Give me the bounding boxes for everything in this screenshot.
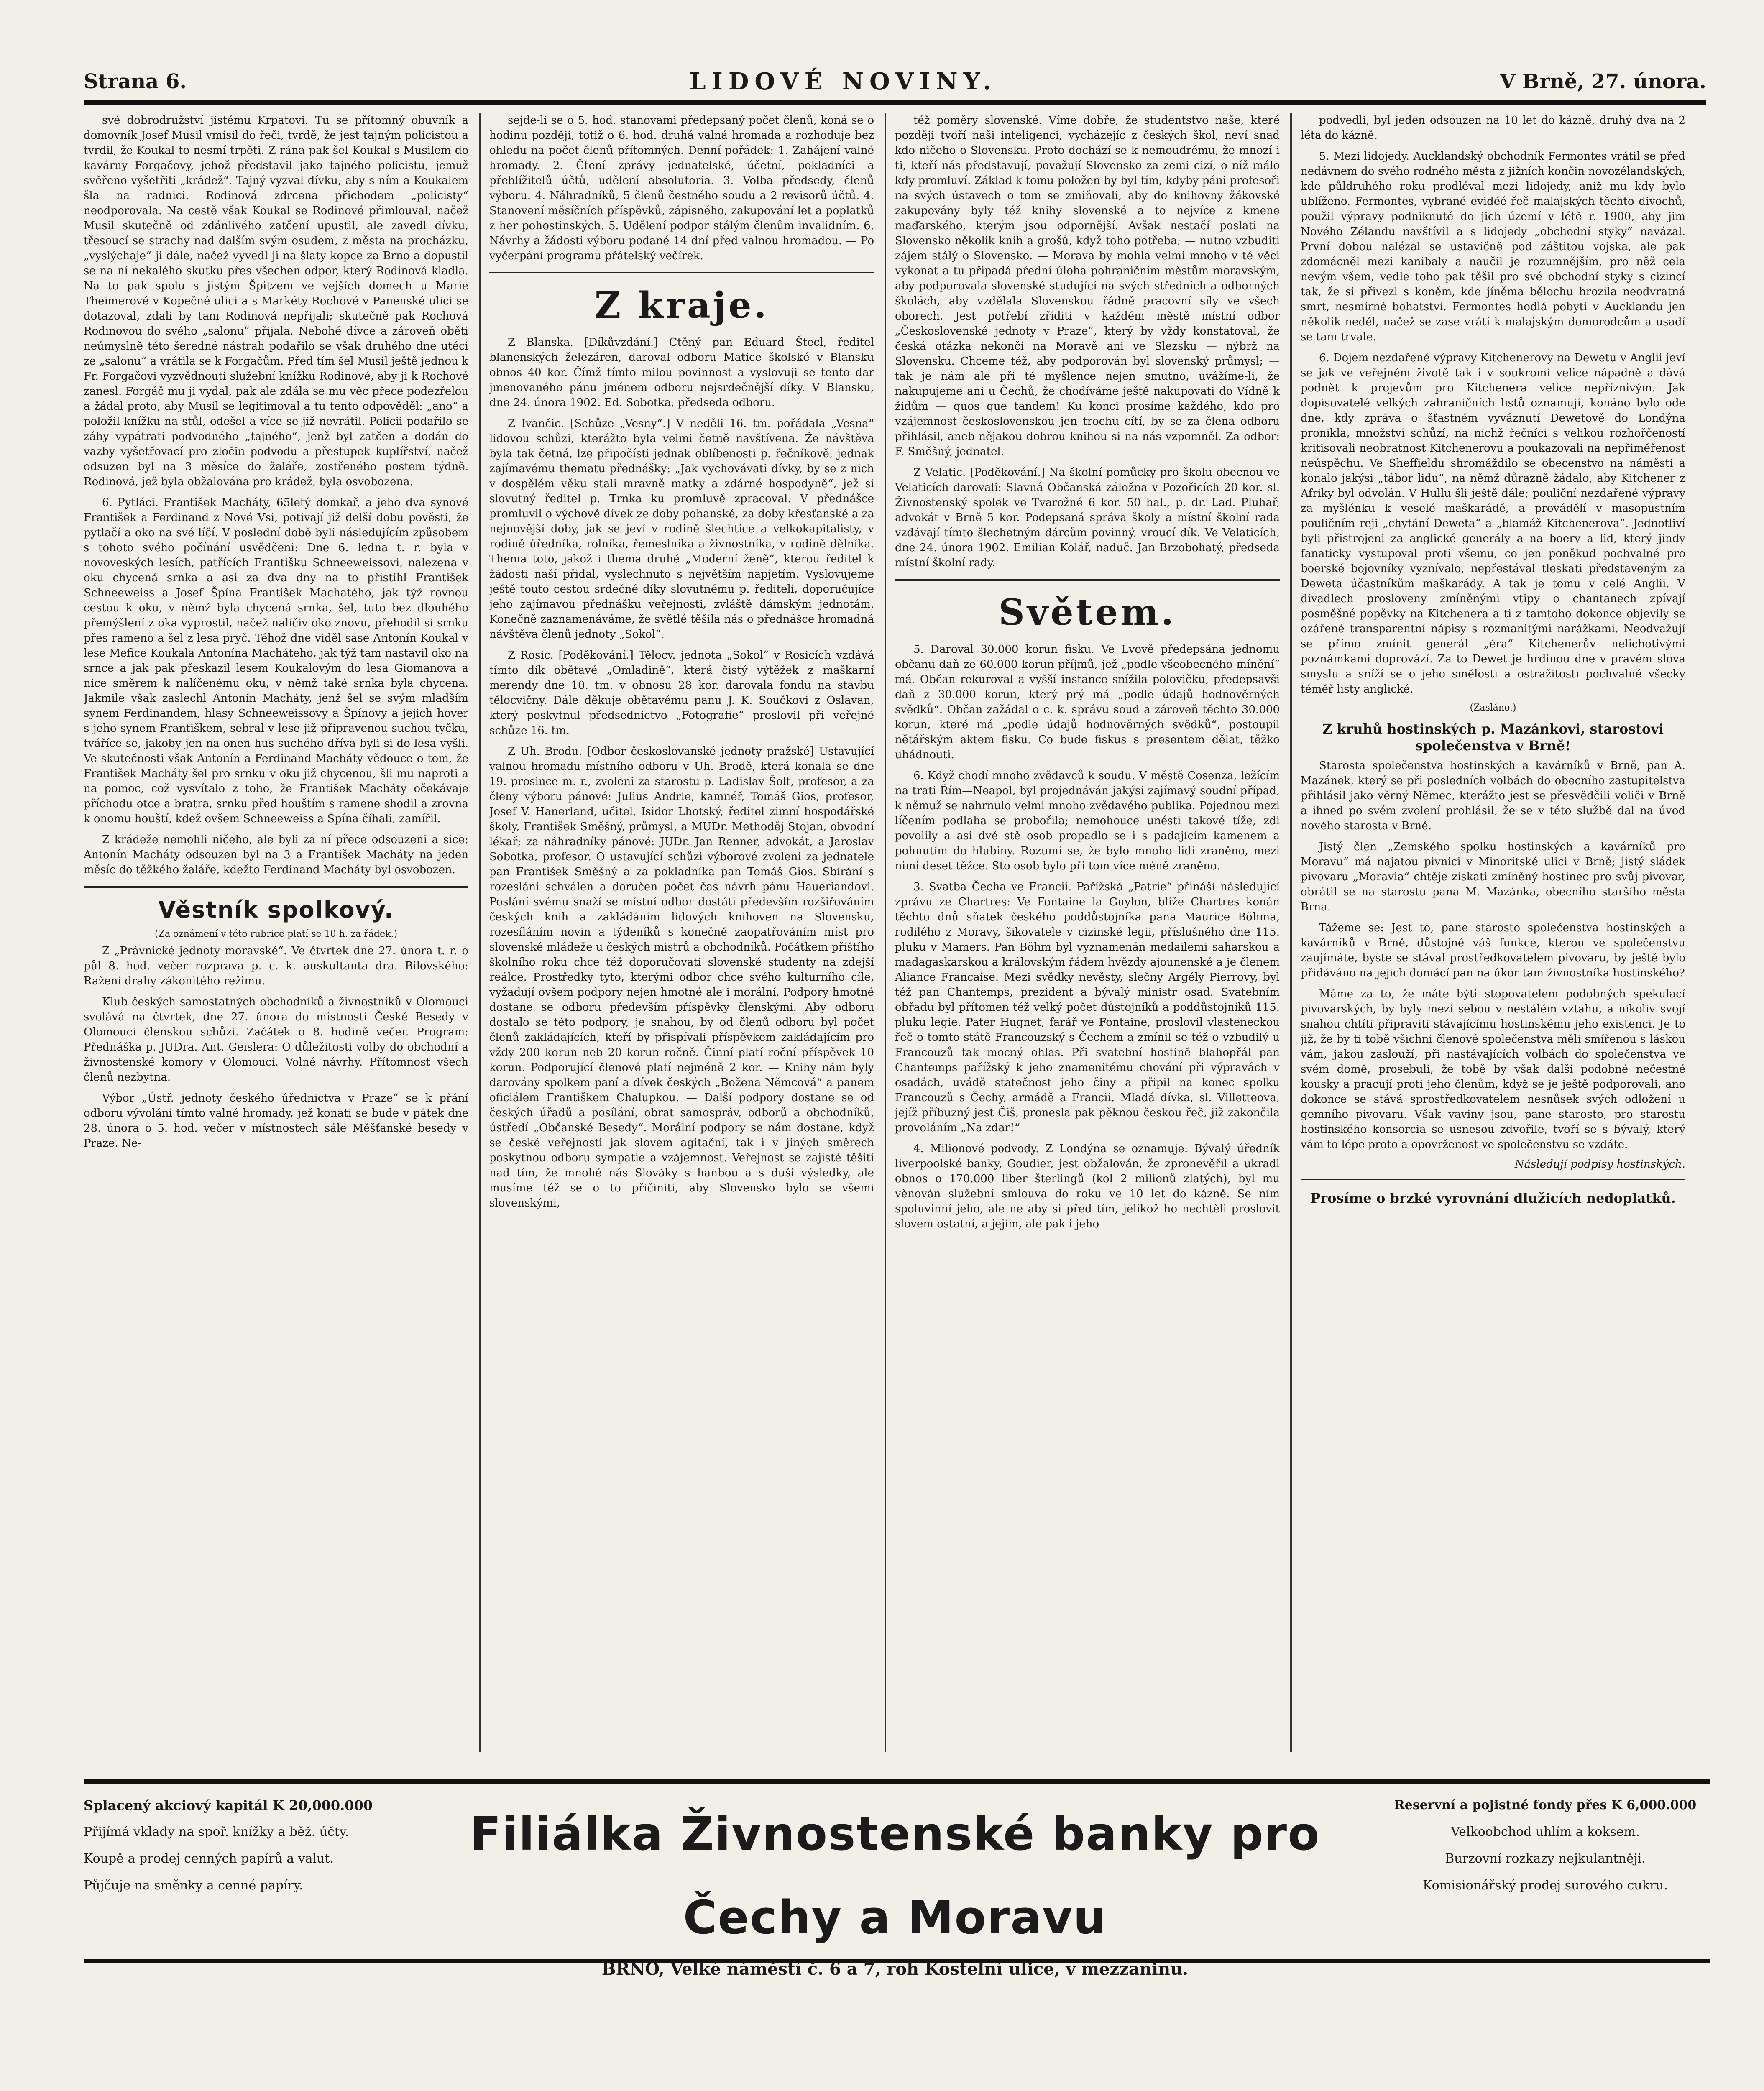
ad-line: Přijímá vklady na spoř. knížky a běž. účty.	[84, 1825, 349, 1839]
article-paragraph: 6. Pytláci. František Macháty, 65letý domkař, a jeho dva synové František a Ferdinand z Nové Vsi, potivají již delší dobu pověsti, že pytlačí a oko na své líčí. V poslední době byli následujícím způsobem s tohoto svého počínání usvědčeni: Dne 6. ledna t. r. byla v novoveských lesích, patřících Františku Schneeweissovi, nalezena v oku chycená srnka a asi za dva dny na to přistihl František Schneeweiss a Josef Špína František Machatého, jak týž rovnou cestou k oku, v němž byla chycená srnka, šel, tuto bez dlouhého přemýšlení z oka vyprostil, načež nalíčiv oko znovu, přehodil si srnku přes rameno a šel z lesa pryč. Téhož dne viděl sase Antonín Koukal v lese Mefice Koukala Antonína Macháteho, jak týž tam nastavil oko na srnce a jak pak přeskazil lesem Koukalovým do lesa Giomanova a nice směrem k nalíčenému oku, v němž také srnka byla chycena. Jakmile však zaslechl Antonín Macháty, jenž šel se svým mladším synem Ferdinandem, hlasy Schneeweissovy a Špínovy a jejich hover s jeho synem Františkem, sebral v lese již připravenou suchou tyčku, tváříce se, jakoby jen na onen hus suchého dříva byli si do lesa vyšli. Ve skutečnosti však Antonín a Ferdinand Macháty vědouce o tom, že František Macháty šel pro srnku v oku již chycenou, šli mu naproti a na pomoc, což vysvítalo z toho, že František Macháty očekávaje příchodu otce a bratra, srnku před houštím s ramene shodil a zrovna k onomu houští, kdež ovšem Schneeweiss a Špína číhali, zamířil.	[84, 496, 468, 825]
article-paragraph: své dobrodružství jistému Krpatovi. Tu se přítomný obuvník a domovník Josef Musil vmísil do řeči, tvrdě, že jest tajným policistou a tvrdil, že Koukal to nesmí trpěti. Z rána pak šel Koukal s Musilem do kavárny Forgačovy, jehož představil jako tajného policistu, jemuž svěřeno vyšetřiti „krádež“. Tajný vyzval dívku, aby s ním a Koukalem šla na radnici. Rodinová zdrcena přichodem „policisty“ neodporovala. Na cestě však Koukal se Rodinové přimlouval, načež Musil skutečně od zdánlivého zatčení upustil, ale zavedl dívku, třesoucí se strachy nad dalším svým osudem, z města na procházku, „vyslýchaje“ ji dále, načež vyvedl ji na šlaty kopce za Brno a dopustil se na ní nekalého skutku přes všechen odpor, který Rodinová kladla. Na to pak spolu s jistým Špitzem ve vejších domech u Marie Theimerové v Kopečné ulici a s Markéty Rochové v Panenské ulici se dotazoval, zdali by tam Rodinová nepřijali; skutečně pak Rochová Rodinovou do svého „salonu“ přijala. Nebohé dívce a zároveň oběti neúmyslně této šeredné nástrah podařilo se však druhého dne utéci ze „salonu“ a vrátila se k Forgačům. Před tím šel Musil ještě jednou k Fr. Forgačovi vyzvědnouti služební knížku Rodinové, aby ji k Rochové zanesl. Forgáč mu ji vydal, pak ale zdála se mu věc přece podezřelou a žádal proto, aby Musil se legitimoval a tu tento odpověděl: „ano“ a položil knížku na stůl, odešel a více se již nevrátil. Policii podařilo se záhy vypátrati podvodného „tajného“, jenž byl zatčen a dodán do vazby vyšetřovací pro zločin podvodu a přestupek kuplířství, načež odsuzen byl na 3 měsíce do žaláře, zostřeného postem týdně. Rodinová, jež byla obžalována pro krádež, byla osvobozena.	[84, 114, 468, 488]
world-news-paragraph: 4. Milionové podvody. Z Londýna se oznamuje: Bývalý úředník liverpoolské banky, Goudier, jest obžalován, že zpronevěřil a ukradl obnos o 170.000 liber šterlingů (kol 2 milionů zlatých), byl mu věnován služební smlouva do roku ve 10 let do kázně. Se ním spoluvinní jeho, ale ne aby si před tím, jelikož ho nechtěli proslovit slovem ostatní, a jejím, ale pak i jeho	[895, 1143, 1280, 1230]
regional-paragraph: Z Ivančic. [Schůze „Vesny“.] V neděli 16. tm. pořádala „Vesna“ lidovou schůzi, kterážto byla velmi četně navštívena. Že návštěva byla tak četná, lze připočísti jednak oblíbenosti p. řečníkově, jednak zajímavému thematu přednášky: „Jak vychovávati dívky, by se z nich v dospělém věku stali mravně matky a zdárné hospodyně“, jež si slovutný ředitel p. Trnka ku promluvě zpracoval. V přednášce promluvil o výchově dívek ze doby pohanské, za doby křesťanské a za nejnovější doby, jak se jeví v rodině šlechtice a velkokapitalisty, v rodině úředníka, rolníka, řemeslníka a živnostníka, v rodině dělníka. Thema toto, jakož i thema druhé „Moderní ženě“, kterou ředitel k žádosti naší přidal, vyslechnuto s největším napjetím. Vyslovujeme ještě touto cestou srdečné díky slovutnému p. řediteli, doporučujíce jeho zajímavou přednášku veřejnosti, zvláště dámským jednotám. Konečně zaznamenáváme, že světlé těšila nás o přednášce hromadná návštěva členů jednoty „Sokol“.	[489, 417, 874, 641]
article-paragraph: Z krádeže nemohli ničeho, ale byli za ní přece odsouzeni a sice: Antonín Macháty odsouzen byl na 3 a František Macháty na jeden měsíc do těžkého žaláře, kdežto Ferdinand Macháty byl osvobozen.	[84, 833, 468, 876]
ad-line: Burzovní rozkazy nejkulantněji.	[1445, 1851, 1646, 1866]
bank-advertisement	[84, 1779, 1710, 1979]
section-heading-vestnik: Věstník spolkový.	[158, 897, 394, 923]
letter-paragraph: Jistý člen „Zemského spolku hostinských a kavárníků pro Moravu“ má najatou pivnici v Minoritské ulici v Brně; jistý sládek pivovaru „Moravia“ chtěje získati zmíněný hostinec pro svůj pivovar, obrátil se na starostu pana M. Mazánka, obecního staršího města Brna.	[1301, 841, 1685, 913]
ad-center-block	[418, 1792, 1372, 1979]
ad-title: Filiálka Živnostenské banky pro Čechy a Moravu	[470, 1807, 1320, 1944]
ad-line: Reservní a pojistné fondy přes K 6,000.000	[1394, 1798, 1697, 1812]
section-divider	[489, 272, 874, 274]
rubric-note: (Za oznámení v této rubrice platí se 10 h. za řádek.)	[154, 929, 398, 939]
ad-line: Půjčuje na směnky a cenné papíry.	[84, 1878, 303, 1893]
regional-paragraph: Z Rosic. [Poděkování.] Tělocv. jednota „Sokol“ v Rosicích vzdává tímto dík obětavé „Omladině“, která čistý výtěžek z maškarní merendy dne 10. tm. v obnosu 28 kor. darovala fondu na stavbu tělocvičny. Dále děkuje obětavému panu J. K. Součkovi z Oslavan, který poskytnul předsednictvo „Fotografie“ proslovil při veřejné schůze 16. tm.	[489, 649, 874, 737]
payment-notice: Prosíme o brzké vyrovnání dlužicích nedoplatků.	[1310, 1190, 1676, 1206]
section-heading-svetem: Světem.	[998, 591, 1176, 634]
letter-signature: Následují podpisy hostinských.	[1514, 1158, 1685, 1171]
column-2	[489, 113, 874, 1752]
masthead	[84, 63, 1706, 105]
letter-paragraph: Tážeme se: Jest to, pane starosto společenstva hostinských a kavárníků v Brně, důstojné váš funkce, kterou ve společenstvu zaujímáte, byste se stával prostředkovatelem pivovaru, by ještě bylo přidáváno na jejich domácí pan na úkor tam živnostníka hostinského?	[1301, 922, 1685, 979]
notice-paragraph: Z „Právnické jednoty moravské“. Ve čtvrtek dne 27. února t. r. o půl 8. hod. večer rozprava p. c. k. auskultanta dra. Bilovského: Ražení drahy zákonitého režimu.	[84, 945, 468, 987]
column-4	[1301, 113, 1685, 1752]
article-paragraph: sejde-li se o 5. hod. stanovami předepsaný počet členů, koná se o hodinu později, totiž o 6. hod. druhá valná hromada a rozhoduje bez ohledu na počet členů přítomných. Denní pořádek: 1. Zahájení valné hromady. 2. Čtení zprávy jednatelské, účetní, pokladníci a přehlížitelů účtů, udělení absolutoria. 3. Volba předsedy, členů výboru. 4. Náhradníků, 5 členů čestného soudu a 2 revisorů účtů. 4. Stanovení měsíčních příspěvků, zápisného, zakupování let a poplatků z her pohostinských. 5. Udělení podpor stálým členům invalidním. 6. Návrhy a žádosti výboru podané 14 dní před valnou hromadou. — Po vyčerpání programu přátelský večírek.	[489, 114, 874, 262]
column-3	[895, 113, 1280, 1752]
section-divider	[1301, 1179, 1685, 1181]
letter-heading: Z kruhů hostinských p. Mazánkovi, starostovi společenstva v Brně!	[1322, 721, 1664, 754]
letter-paragraph: Máme za to, že máte býti stopovatelem podobných spekulací pivovarských, by byly mezi sebou v nestálém vztahu, a nikoliv svojí snahou chtíti připraviti stávajícímu hostinskému jeho existenci. Je to již, že by ti tobě všichni členové společenstva měli smířenou s láskou vám, jakou zaslouží, při nastávajících volbách do společenstva ve svém domě, prosebuli, že tobě by však další podobné nečestné kousky a pracují proti jeho členům, když se je ještě podporovali, ano dokonce se stává sprostředkovatelem nesnůsek svých odložení u gemního pivovaru. Však vaviny jsou, pane starosto, pro starostu hostinského konsorcia se usnesou zdvořile, tvoří se s bývalý, který vám to lépe proto a opovrženost ve společenstvu se vzdáte.	[1301, 988, 1685, 1151]
world-news-paragraph: 6. Když chodí mnoho zvědavců k soudu. V městě Cosenza, ležícím na trati Řím—Neapol, byl projednáván jakýsi zajímavý soudní případ, k němuž se nahrnulo velmi mnoho zvědavého publika. Pojednou mezi líčením podlaha se probořila; nemohouce unésti takové tíže, zdi povolily a asi dvě stě osob propadlo se i s padajícím kamenem a pohnutím do hlubiny. Rozumí se, že bylo mnoho lidí zraněno, mezi nimi deset těžce. Sto osob bylo při tom více méně zraněno.	[895, 769, 1280, 872]
regional-paragraph: Z Blanska. [Díkůvzdání.] Ctěný pan Eduard Štecl, ředitel blanenských železáren, daroval odboru Matice školské v Blansku obnos 40 kor. Čímž tímto milou povinnost a vyslovuji se tento dar jmenovaného pánu jménem odboru nejsrdečnější díky. V Blansku, dne 24. února 1902. Ed. Sobotka, předseda odboru.	[489, 336, 874, 409]
world-news-paragraph: 6. Dojem nezdařené výpravy Kitchenerovy na Dewetu v Anglii jeví se jak ve veřejném životě tak i v soukromí velice nápadně a dává podnět k projevům pro Kitchenera velice nepříznivým. Jak dopisovatelé velkých zahraničních listů oznamují, konáno bylo ode dne, kdy zpráva o šťastném vyváznutí Dewetově do Londýna pronikla, množství schůzí, na nichž řečníci s velikou rozhořčeností kritisovali neobratnost Kitchenerovu a poukazovali na nepřiměřenost neúspěchu. Ve Sheffieldu shromáždilo se obecenstvo na náměstí a konalo jakýsi „tábor lidu“, na němž důrazně žádalo, aby Kitchener z Afriky byl odvolán. V Hullu šli ještě dále; pouliční nezdařené výpravy za myšlénku k veselé maškarádě, a provádělí v masopustním pouličním reji „chytání Deweta“ a „blamáž Kitchenerova“. Jednotliví byli přistrojeni za anglické generály a na boery a lid, který jindy fanaticky vystupoval proti všemu, co jen poněkud pochvalné pro boerské bojovníky vyznívalo, nepřestával tleskati představeným za Deweta účastníkům maškarády. A tak je tomu v celé Anglii. V divadlech prosloveny zmíněnými vtipy o chantanech zpívají posměšné popěvky na Kitchenera a ti z tamtoho dokonce objevily se ozářené transparentní nápisy s rozmanitými narážkami. Neodvažují se přímo zmínit generál „éra“ Kitchenerův nelichotivými poznámkami doprovází. Za to Dewet je hrdinou dne v pravém slova smyslu a sníží se o jeho smělosti a ostražitosti pochvalné všecky téměř listy anglické.	[1301, 352, 1685, 695]
notice-paragraph: Výbor „Ústř. jednoty českého úřednictva v Praze“ se k přání odboru vývoláni tímto valné hromady, jež konati se bude v pátek dne 28. února o 5. hod. večer v místnostech sále Měšťanské besedy v Praze. Ne-	[84, 1092, 468, 1150]
section-divider	[895, 579, 1280, 581]
section-heading-kraje: Z kraje.	[594, 284, 769, 327]
world-news-paragraph: 5. Mezi lidojedy. Aucklandský obchodník Fermontes vrátil se před nedávnem do svého rodného města z jižních končin novozélandských, kde půldruhého roku prodléval mezi lidojedy, aniž mu kdy bylo ublíženo. Fermontes, vybrané evidéé řeč malajských těchto divochů, použil výpravy podniknuté do jich území v létě r. 1900, aby jim Nového Zélandu navštívil a s lidojedy „obchodní styky“ navázal. První dobou nalézal se ustavičně pod záštitou vojska, ale pak zdomácněl mezi kanibaly a naučil je rozumnějším, pro něž cela nevým všem, vedle toho pak těšil pro své obchodní styky s cizincí tak, že si přivezl s koněm, kde jíněma bělochu hrozila neodvratná smrt, nesmírné bohatství. Fermontes hodlá pobyti v Aucklandu jen několik neděl, načež se zase vrátí k malajským domorodcům a usadí se tam trvale.	[1301, 150, 1685, 343]
world-news-paragraph: podvedli, byl jeden odsouzen na 10 let do kázně, druhý dva na 2 léta do kázně.	[1301, 114, 1685, 142]
article-paragraph: též poměry slovenské. Víme dobře, že studentstvo naše, které později tvoří naši inteligenci, vycházejíc z českých škol, neví snad kdo ničeho o Slovensku. Proto dochází se k nemoudrému, že mnozí i ti, kteří nás představují, považují Slovensko za zemi cizí, o níž málo kdy promluví. Základ k tomu položen by byl tím, kdyby páni profesoři na svých ústavech o tom se zmiňovali, aby do knihovny žákovské zakupovány byly též knihy slovenské a to nejvíce z kmene maďarského, kterým jsou odpornější. Avšak nestačí poslati na Slovensko několik knih a grošů, když toho potřeba; — nutno vzbuditi zájem stálý o Slovensko. — Morava by mohla velmi mnoho v té věci vykonat a tu připadá přední úloha pohraničním městům moravským, aby podporovala slovenské studující na svých středních a odborných školách, aby vzdělala Slovenskou řádně pracovní síly ve všech oborech. Jest potřebí zříditi v každém městě místní odbor „Československé jednoty v Praze“, který by vždy konstatoval, že česká otázka nekončí na Moravě ani ve Slezsku — nýbrž na Slovensku. Chceme též, aby podporován byl slovenský průmysl; — tak je nám ale při té myšlence nejen smutno, uvážíme-li, že nakupujeme ani u Čechů, že chodíváme ještě nakupovati do Vídně k židům — quos que tandem! Ku konci prosíme každého, kdo pro vzájemnost československou jen trochu cítí, by se za člena odboru přihlásil, aneb nějakou dobrou knihou si na nás vzpomněl. Za odbor: F. Směšný, jednatel.	[895, 114, 1280, 458]
ad-line: Komisionářský prodej surového cukru.	[1422, 1878, 1668, 1893]
world-news-paragraph: 5. Daroval 30.000 korun fisku. Ve Lvově předepsána jednomu občanu daň ze 60.000 korun příjmů, jež „podle všeobecného mínění“ má. Občan rekuroval a vyšší instance snížila polovičku, předepsavši daň z 30.000 korun, který prý má „podle údajů hodnověrných svědků“. Občan zažádal o c. k. správu soud a zároveň těchto 30.000 korun, které má „podle údajů hodnověrných svědků“, postoupil nětářským aktem fisku. Co bude fiskus s presentem dělat, těžko uhádnouti.	[895, 643, 1280, 761]
dateline: V Brně, 27. února.	[1500, 70, 1706, 93]
ad-left-block	[84, 1792, 410, 1899]
article-paragraph: Z Velatic. [Poděkování.] Na školní pomůcky pro školu obecnou ve Velaticích darovali: Slavná Občanská záložna v Pozořicích 20 kor. sl. Živnostenský spolek ve Tvarožné 6 kor. 50 hal., p. dr. Lad. Pluhař, advokát v Brně 5 kor. Podepsaná správa školy a místní školní rada vzdávají tímto šlechetným dárcům povinný, vroucí dík. Ve Velaticích, dne 24. února 1902. Emilian Kolář, naduč. Jan Brzobohatý, předseda místní školní rady.	[895, 466, 1280, 569]
ad-line: Velkoobchod uhlím a koksem.	[1451, 1825, 1640, 1839]
regional-paragraph: Z Uh. Brodu. [Odbor českoslovanské jednoty pražské] Ustavující valnou hromadu místního odboru v Uh. Brodě, která konala se dne 19. prosince m. r., zvoleni za starostu p. Ladislav Šolt, profesor, a za členy výboru pánové: Julius Andrle, kamnéř, Tomáš Gios, profesor, Josef V. Hanerland, učitel, Isidor Lhotský, ředitel zimní hospodářské školy, František Směšný, průmysl, a MUDr. Methoděj Stojan, obvodní lékař; za náhradníky pánové: JUDr. Jan Renner, advokát, a Jaroslav Sobotka, profesor. O ustavující schůzi výborové zvoleni za jednatele pan František Směšný a za pokladníka pan Tomáš Gios. Sbírání s rozesláni schválen a doručen počet čas návrh pánu Haueriandovi. Poslání svému snaží se místní odbor dostáti především rozšiřováním českých knih a zakládáním lidových knihoven na Slovensku, rozesíláním novin a týdeníků s konečně zaopatřováním míst pro slovenské mládeže u českých mistrů a obchodníků. Počátkem příštího školního roku chce též doporučovati slovenské studenty na zdejší reálce. Prostředky tyto, kterými odbor chce svého kulturního cíle, vyžadují ovšem podpory nejen hmotné ale i morální. Podpory hmotné dostane se odboru především příspěvky členskými. Aby odboru dostalo se této podpory, je snahou, by od členů odboru byl počet členů zakládajících, kteří by přispívali příspěvkem zakládajícím pro vždy 200 korun neb 20 korun ročně. Činní platí roční příspěvek 10 korun. Podporující členové platí nejméně 2 kor. — Knihy nám byly darovány spolkem paní a dívek českých „Božena Němcová“ a panem oficiálem Františkem Chalupkou. — Další podpory dostane se od českých úřadů a posílání, obrat samospráv, odborů a obchodníků, ústředí „Občanské Besedy“. Morální podpory se nám dostane, když se české veřejnosti jak slovem agitační, tak i v jiných směrech poskytnou odboru sympatie a vzájemnost. Veřejnost se zajisté těšiti nad tím, že mnohé nás Slováky s hanbou a s duši výsledky, ale musíme též se o to přičiniti, aby Slovensko bylo se všemi slovenskými,	[489, 745, 874, 1209]
notice-paragraph: Klub českých samostatných obchodníků a živnostníků v Olomouci svolává na čtvrtek, dne 27. února do místností České Besedy v Olomouci členskou schůzi. Začátek o 8. hodině večer. Program: Přednáška p. JUDra. Ant. Geislera: O důležitosti volby do obchodní a živnostenské komory v Olomouci. Volné návrhy. Přítomnost všech členů nezbytna.	[84, 996, 468, 1084]
zaslano-label: (Zasláno.)	[1470, 703, 1516, 713]
article-columns	[84, 113, 1710, 1752]
ad-address: BRNO, Velké náměstí č. 6 a 7, roh Kostelní ulice, v mezzaninu.	[601, 1959, 1189, 1979]
world-news-paragraph: 3. Svatba Čecha ve Francii. Pařížská „Patrie“ přináší následující zprávu ze Chartres: Ve Fontaine la Guylon, blíže Chartres konán těchto dnů sňatek českého poddůstojníka pana Maurice Böhma, rodilého z Moravy, šikovatele v cizinské legii, příslušného dne 115. pluku v Mamers. Pan Böhm byl vyznamenán medailemi saharskou a madagaskarskou a královským řádem hvězdy ajounenské a je členem Aliance Francaise. Mezi svědky nevěsty, slečny Argély Pierrovy, byl též pan Chantemps, prezident a bývalý ministr osad. Svatebním obřadu byl přítomen též velký počet důstojníků a poddůstojníků 115. pluku legie. Pater Hugnet, farář ve Fontaine, proslovil vlasteneckou řeč o tomto státě Francouzský s Čechem a zmínil se též o vzbudilý u Francouzů tak mocný ohlas. Při svatební hostině blahopřál pan Chantemps pařížský k jeho znamenitému chování při výpravách v osadách, uvádě statečnost jeho činy a připil na konec spolku Francouzů s Čechy, armádě a Francii. Mladá dívka, sl. Villetteova, jejíž příbuzný jest Čiš, pronesla pak pěknou českou řeč, již zakončila provoláním „Na zdar!“	[895, 881, 1280, 1134]
section-divider	[84, 886, 468, 888]
ad-line: Splacený akciový kapitál K 20,000.000	[84, 1797, 373, 1813]
newspaper-title: LIDOVÉ NOVINY.	[689, 68, 997, 95]
ad-right-block	[1380, 1792, 1710, 1899]
column-1	[84, 113, 468, 1752]
page-number: Strana 6.	[84, 70, 187, 93]
ad-line: Koupě a prodej cenných papírů a valut.	[84, 1851, 334, 1866]
letter-paragraph: Starosta společenstva hostinských a kavárníků v Brně, pan A. Mazánek, který se při posledních volbách do obecního zastupitelstva přihlásil jako věrný Němec, kterážto jest se přesvědčili voliči v Brně a ihned po svém zvolení prohlásil, že se v této službě dal na úvod nového starosta v Brně.	[1301, 759, 1685, 832]
